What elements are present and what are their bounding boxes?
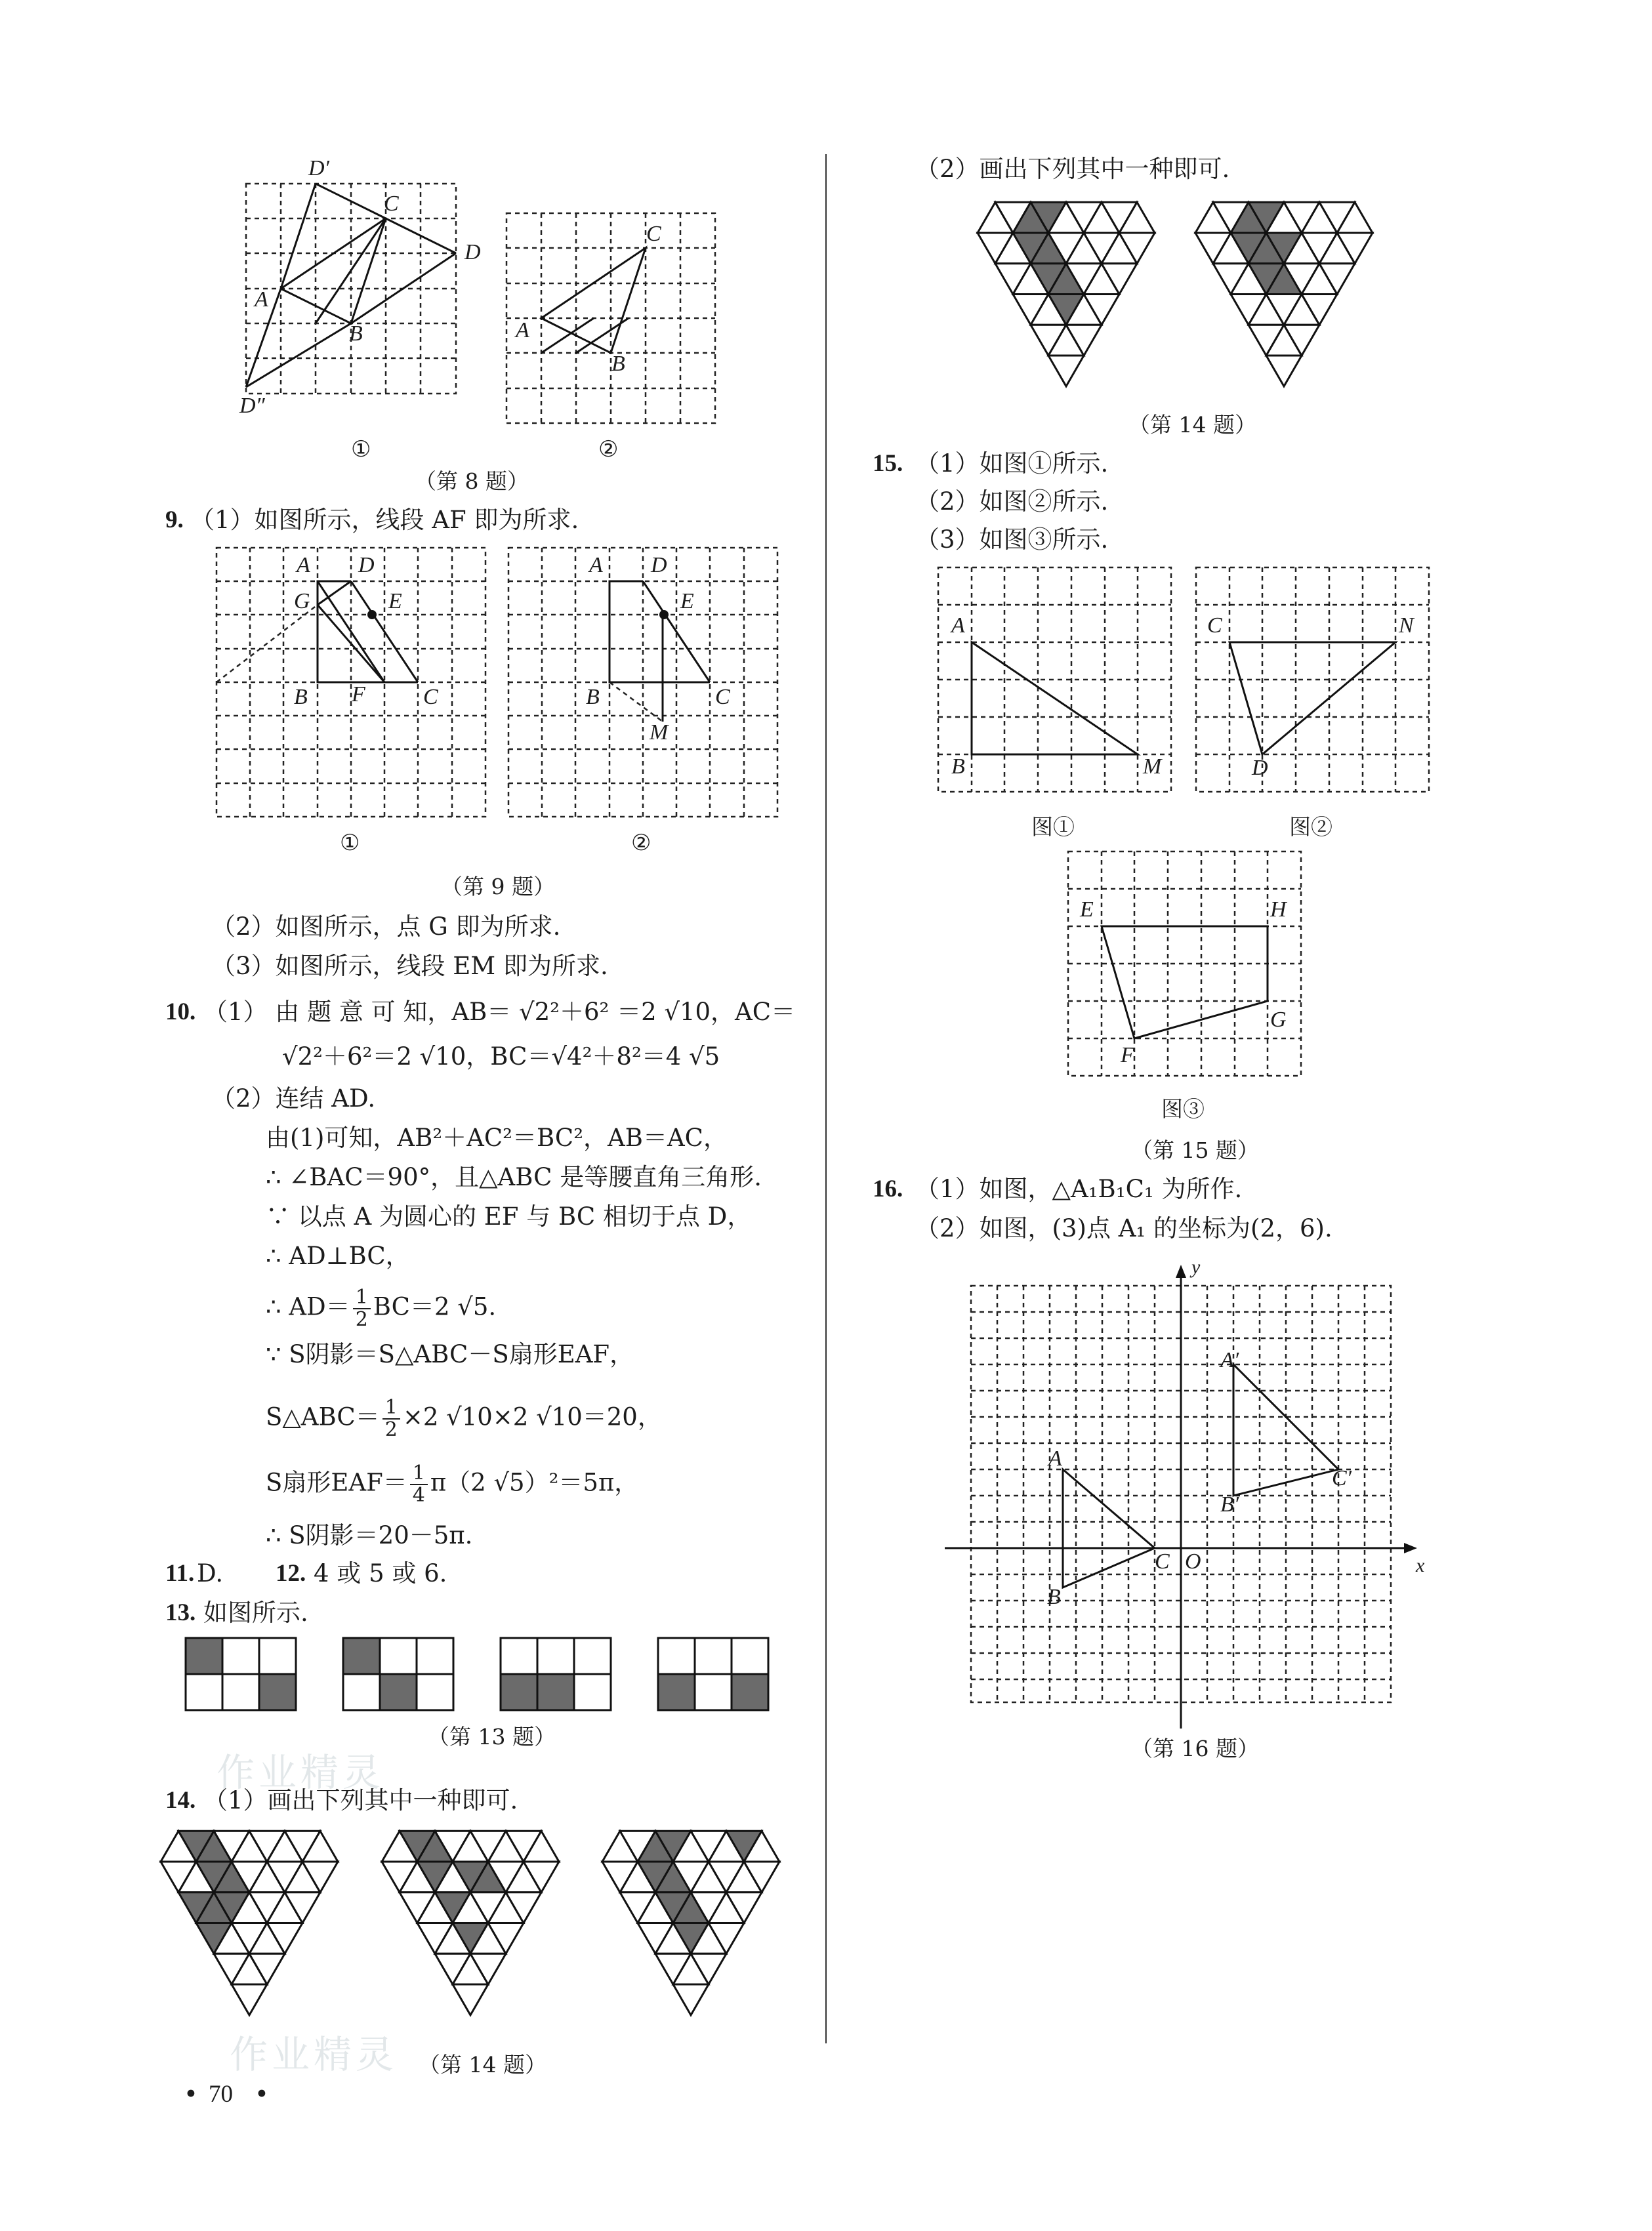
q8-point-d: D: [465, 240, 481, 264]
column-divider: [825, 154, 827, 2043]
q15-point-h: H: [1270, 897, 1287, 922]
q15-number: 15.: [873, 450, 903, 477]
q9b-point-c: C: [715, 685, 730, 709]
q15-fig-3-label: 图③: [1161, 1096, 1205, 1122]
q10-line-8: ∴ AD＝ $\frac{1}{2}$ BC＝2 √5.: [266, 1286, 497, 1331]
q9-text: （1）如图所示，线段 AF 即为所求.: [190, 506, 579, 534]
q16-coordinate-grid: [0, 0, 7, 7]
q15-line-3: （3）如图③所示.: [915, 525, 1109, 554]
q9-point-b: B: [294, 685, 308, 709]
triangle-cell: [1266, 356, 1302, 386]
q8-label-2: ②: [598, 436, 619, 462]
q8-point-a: A: [255, 287, 268, 312]
q14a-caption: （第 14 题）: [419, 2052, 547, 2077]
watermark-2: 作业精灵: [230, 2032, 398, 2077]
triangle-cell: [453, 1984, 488, 2015]
q11-text: D.: [197, 1559, 224, 1587]
q8b-point-a: A: [516, 318, 529, 342]
q16-point-c1: C′: [1332, 1466, 1352, 1490]
q9-point-f: F: [352, 682, 365, 706]
q16-origin-label: O: [1185, 1549, 1201, 1574]
q9b-point-b: B: [586, 685, 600, 709]
q16-point-c: C: [1155, 1549, 1170, 1574]
q9-point-e: E: [388, 589, 402, 613]
q10-line-5: ∴ ∠BAC＝90°，且△ABC 是等腰直角三角形.: [266, 1163, 762, 1191]
q16-point-b: B: [1047, 1585, 1061, 1609]
q15-point-g: G: [1270, 1008, 1287, 1032]
q10-line-2: √2²＋6²＝2 √10，BC＝√4²＋8²＝4 √5: [282, 1042, 720, 1071]
q10-line-10: S△ABC＝ $\frac{1}{2}$ ×2 √10×2 √10＝20，: [266, 1396, 662, 1441]
q9-label-1: ①: [340, 830, 360, 856]
fraction-quarter: $\frac{1}{4}$: [410, 1463, 428, 1506]
q9b-point-e: E: [680, 589, 694, 613]
q16-caption: （第 16 题）: [1131, 1736, 1259, 1761]
q12-text: 4 或 5 或 6.: [314, 1559, 447, 1587]
q10-line-9: ∵ S阴影＝S△ABC－S扇形EAF，: [266, 1340, 634, 1368]
q9-part-2: （2）如图所示，点 G 即为所求.: [211, 912, 561, 941]
q9-point-g: G: [294, 589, 310, 613]
q15-point-e: E: [1080, 897, 1094, 922]
fraction-half: $\frac{1}{2}$: [353, 1287, 371, 1330]
q10-number: 10.: [165, 998, 196, 1025]
q16-line-1: （1）如图，△A₁B₁C₁ 为所作.: [915, 1175, 1243, 1203]
q15-point-d: D: [1252, 756, 1268, 780]
q16-number: 16.: [873, 1176, 903, 1202]
q11-number: 11.: [165, 1560, 195, 1587]
fraction-half-2: $\frac{1}{2}$: [382, 1397, 400, 1441]
q16-x-axis-label: x: [1416, 1555, 1425, 1576]
triangle-cell: [673, 1984, 709, 2015]
q15-line-1: （1）如图①所示.: [915, 449, 1109, 478]
q9-point-a: A: [297, 553, 310, 577]
q8-caption: （第 8 题）: [415, 468, 529, 494]
q9b-point-d: D: [651, 553, 667, 577]
page-bullet-left: •: [184, 2080, 198, 2108]
q10-line-4: 由(1)可知，AB²＋AC²＝BC²，AB＝AC，: [266, 1124, 728, 1152]
page-bullet-right: •: [255, 2080, 269, 2108]
q14-part-2: （2）画出下列其中一种即可.: [915, 155, 1230, 183]
q13-text: 如图所示.: [203, 1599, 308, 1627]
q14-text: （1）画出下列其中一种即可.: [203, 1786, 518, 1814]
q13-caption: （第 13 题）: [428, 1724, 556, 1750]
q15-point-c: C: [1207, 613, 1222, 638]
q15-point-f: F: [1121, 1043, 1134, 1067]
q16-line-2: （2）如图，(3)点 A₁ 的坐标为(2，6).: [915, 1214, 1332, 1242]
q15-point-b: B: [951, 754, 965, 779]
triangle-cell: [1048, 356, 1084, 386]
q10-line-7: ∴ AD⊥BC，: [266, 1242, 410, 1270]
q15-fig-2-label: 图②: [1289, 814, 1332, 840]
q10-line-6: ∵ 以点 A 为圆心的 EF 与 BC 相切于点 D，: [266, 1202, 752, 1231]
q9-point-c: C: [423, 685, 438, 709]
q9-part-3: （3）如图所示，线段 EM 即为所求.: [211, 952, 608, 980]
q8-point-b: B: [349, 321, 363, 346]
q10-line-1: （1） 由 题 意 可 知，AB＝ √2²＋6² ＝2 √10，AC＝: [203, 998, 796, 1026]
q15-point-n: N: [1399, 613, 1414, 638]
q15-fig-1-label: 图①: [1031, 814, 1075, 840]
q16-point-b1: B′: [1220, 1492, 1239, 1517]
q8b-point-b: B: [611, 352, 625, 376]
q16-y-axis-label: y: [1191, 1256, 1201, 1278]
q9-caption: （第 9 题）: [441, 874, 555, 899]
q15-point-a: A: [951, 613, 965, 638]
q10-line-12: ∴ S阴影＝20－5π.: [266, 1521, 473, 1549]
q12-number: 12.: [276, 1560, 306, 1587]
q9-number: 9.: [165, 506, 184, 533]
triangle-cell: [232, 1984, 267, 2015]
q10-line-3: （2）连结 AD.: [211, 1084, 376, 1113]
q8-point-d-double-prime: D″: [239, 394, 265, 418]
q8-label-1: ①: [351, 436, 371, 462]
page-number: 70: [209, 2081, 233, 2108]
q15-point-m: M: [1143, 754, 1162, 779]
q16-point-a1: A′: [1220, 1348, 1239, 1372]
q16-point-a: A: [1048, 1446, 1062, 1471]
watermark-1: 作业精灵: [217, 1750, 385, 1795]
q8b-point-c: C: [646, 222, 661, 246]
q15-line-2: （2）如图②所示.: [915, 487, 1109, 516]
q15-caption: （第 15 题）: [1131, 1137, 1259, 1163]
q13-number: 13.: [165, 1599, 196, 1626]
q9-point-d: D: [358, 553, 375, 577]
q10-line-11: S扇形EAF＝ $\frac{1}{4}$ π（2 √5）²＝5π，: [266, 1462, 639, 1507]
q14-number: 14.: [165, 1787, 196, 1814]
q9-label-2: ②: [631, 830, 651, 856]
q8-point-c: C: [384, 192, 399, 216]
q9b-point-a: A: [589, 553, 603, 577]
q8-point-d-prime: D′: [308, 156, 329, 180]
q9b-point-m: M: [650, 720, 669, 745]
q14b-caption: （第 14 题）: [1128, 412, 1256, 438]
